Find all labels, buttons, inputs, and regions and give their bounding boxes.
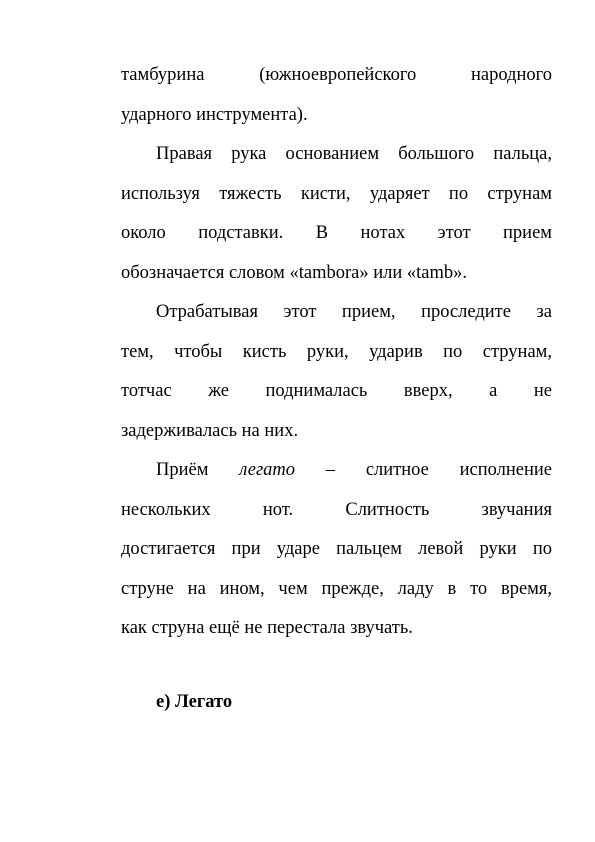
text-line: около подставки. В нотах этот прием	[121, 223, 552, 243]
text-line: задерживалась на них.	[121, 420, 299, 441]
text-line: тотчас же поднималась вверх, а не	[121, 381, 552, 401]
document-page	[121, 56, 552, 649]
text-line: Отрабатывая этот прием, проследите за	[156, 302, 552, 322]
text-line: ударного инструмента).	[121, 104, 308, 125]
text-line: нескольких нот. Слитность звучания	[121, 499, 552, 520]
section-heading: е) Легато	[156, 692, 233, 712]
text-run: Приём	[156, 460, 240, 480]
text-line: используя тяжесть кисти, ударяет по струнам	[121, 183, 552, 204]
text-line: как струна ещё не перестала звучать.	[121, 618, 413, 638]
paragraph-2	[121, 135, 552, 293]
text-line	[121, 451, 552, 491]
text-line: тамбурина (южноевропейского народного	[121, 65, 552, 85]
text-line: достигается при ударе пальцем левой руки по	[121, 539, 552, 559]
italic-term: легато	[239, 460, 296, 480]
paragraph-4	[121, 451, 552, 649]
text-line: обозначается словом «tambora» или «tamb».	[121, 262, 468, 283]
text-run: – слитное исполнение	[295, 460, 552, 480]
text-line: струне на ином, чем прежде, ладу в то время,	[121, 578, 552, 599]
text-line: тем, чтобы кисть руки, ударив по струнам,	[121, 341, 552, 362]
paragraph-3	[121, 293, 552, 451]
paragraph-1	[121, 56, 552, 135]
text-line: Правая рука основанием большого пальца,	[156, 144, 552, 164]
